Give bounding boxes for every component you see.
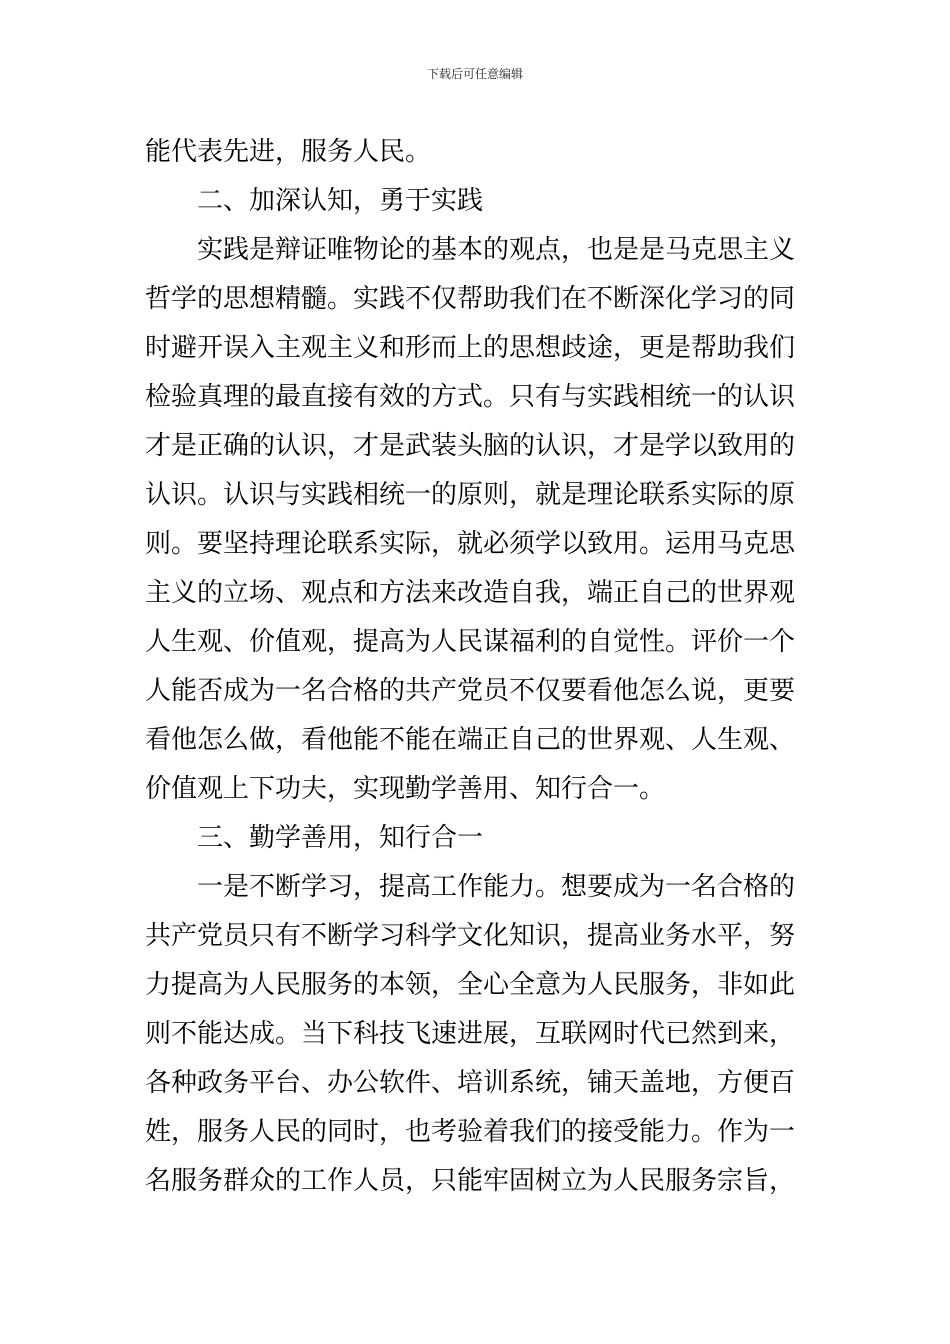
paragraph-line: 力提高为人民服务的本领，全心全意为人民服务，非如此 [145, 970, 796, 1000]
paragraph-line: 看他怎么做，看他能不能在端正自己的世界观、人生观、 [145, 725, 796, 755]
paragraph-line: 价值观上下功夫，实现勤学善用、知行合一。 [145, 774, 666, 804]
document-body [145, 128, 810, 1206]
paragraph-line: 姓，服务人民的同时，也考验着我们的接受能力。作为一 [145, 1117, 796, 1147]
paragraph-line: 人能否成为一名合格的共产党员不仅要看他怎么说，更要 [145, 676, 796, 706]
paragraph-line: 检验真理的最直接有效的方式。只有与实践相统一的认识 [145, 382, 796, 412]
paragraph-line: 名服务群众的工作人员，只能牢固树立为人民服务宗旨， [145, 1166, 796, 1196]
paragraph-line: 则不能达成。当下科技飞速进展，互联网时代已然到来， [145, 1019, 796, 1049]
paragraph-line: 认识。认识与实践相统一的原则，就是理论联系实际的原 [145, 480, 796, 510]
paragraph-line: 才是正确的认识，才是武装头脑的认识，才是学以致用的 [145, 431, 796, 461]
section-heading: 三、勤学善用，知行合一 [197, 823, 484, 853]
paragraph-line: 主义的立场、观点和方法来改造自我，端正自己的世界观 [145, 578, 796, 608]
paragraph-line: 则。要坚持理论联系实际，就必须学以致用。运用马克思 [145, 529, 796, 559]
paragraph-line: 能代表先进，服务人民。 [145, 137, 432, 167]
paragraph-line: 共产党员只有不断学习科学文化知识，提高业务水平，努 [145, 921, 796, 951]
paragraph-line: 哲学的思想精髓。实践不仅帮助我们在不断深化学习的同 [145, 284, 796, 314]
paragraph-line: 时避开误入主观主义和形而上的思想歧途，更是帮助我们 [145, 333, 796, 363]
section-heading: 二、加深认知，勇于实践 [197, 186, 484, 216]
paragraph-line: 实践是辩证唯物论的基本的观点，也是是马克思主义 [197, 235, 796, 265]
page-header: 下载后可任意编辑 [426, 67, 523, 81]
paragraph-line: 各种政务平台、办公软件、培训系统，铺天盖地，方便百 [145, 1068, 796, 1098]
paragraph-line: 人生观、价值观，提高为人民谋福利的自觉性。评价一个 [145, 627, 796, 657]
paragraph-line: 一是不断学习，提高工作能力。想要成为一名合格的 [197, 872, 796, 902]
